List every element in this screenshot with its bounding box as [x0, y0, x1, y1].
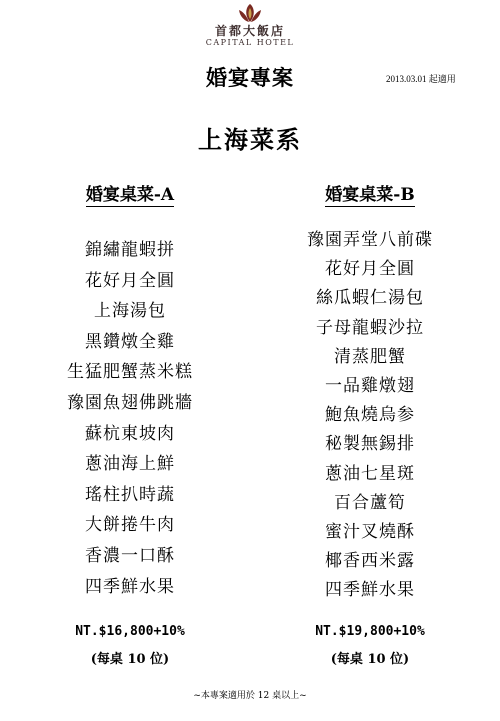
dish-item: 蜜汁叉燒酥 — [325, 521, 415, 542]
dish-item: 子母龍蝦沙拉 — [316, 317, 424, 338]
dish-item: 上海湯包 — [94, 301, 166, 322]
menu-b-price: NT.$19,800+10% — [315, 624, 425, 639]
minimum-tables-note: ~本專案適用於 12 桌以上~ — [193, 691, 307, 701]
effective-date: 2013.03.01 起適用 — [386, 74, 456, 84]
dish-item: 瑤柱扒時蔬 — [85, 484, 175, 505]
dish-item: 豫園弄堂八前碟 — [307, 230, 433, 250]
dish-item: 秘製無錫排 — [325, 434, 415, 455]
logo-english-name: CAPITAL HOTEL — [205, 38, 295, 47]
dish-item: 花好月全圓 — [325, 259, 415, 280]
dish-item: 椰香西米露 — [325, 551, 415, 572]
dish-item: 一品雞燉翅 — [325, 375, 415, 396]
dish-item: 豫園魚翅佛跳牆 — [67, 392, 193, 413]
cuisine-heading: 上海菜系 — [198, 125, 302, 154]
dish-item: 百合蘆筍 — [334, 492, 406, 513]
menu-b-name: 婚宴桌菜-B — [325, 185, 415, 205]
menu-b-table-size: (每桌 10 位) — [330, 652, 410, 667]
dish-item: 香濃一口酥 — [85, 545, 175, 566]
menu-a-price: NT.$16,800+10% — [75, 624, 185, 639]
dish-item: 花好月全圓 — [85, 270, 175, 291]
dish-item: 大餅捲牛肉 — [85, 515, 175, 536]
dish-item: 黑鑽燉全雞 — [85, 331, 175, 352]
menu-a-heading — [10, 180, 250, 205]
dish-item: 四季鮮水果 — [325, 580, 415, 601]
dish-item: 錦繡龍蝦拼 — [85, 240, 175, 260]
dish-item: 蘇杭東坡肉 — [85, 423, 175, 444]
dish-item: 生猛肥蟹蒸米糕 — [67, 362, 193, 383]
menu-a-dish-list — [10, 235, 250, 602]
lotus-emblem-icon — [236, 2, 264, 24]
menu-a-name: 婚宴桌菜-A — [85, 185, 175, 205]
logo-chinese-name: 首都大飯店 — [214, 24, 285, 38]
dish-item: 清蒸肥蟹 — [334, 346, 406, 367]
dish-item: 蔥油七星斑 — [325, 463, 415, 484]
dish-item: 鮑魚燒烏参 — [325, 405, 415, 426]
menu-a-table-size: (每桌 10 位) — [90, 652, 170, 667]
dish-item: 四季鮮水果 — [85, 576, 175, 597]
menu-b-dish-list — [250, 226, 490, 605]
dish-item: 蔥油海上鮮 — [85, 454, 175, 475]
dish-item: 絲瓜蝦仁湯包 — [316, 288, 424, 309]
page-title: 婚宴專案 — [206, 65, 294, 90]
hotel-logo — [0, 2, 500, 48]
menu-b-heading — [250, 180, 490, 205]
